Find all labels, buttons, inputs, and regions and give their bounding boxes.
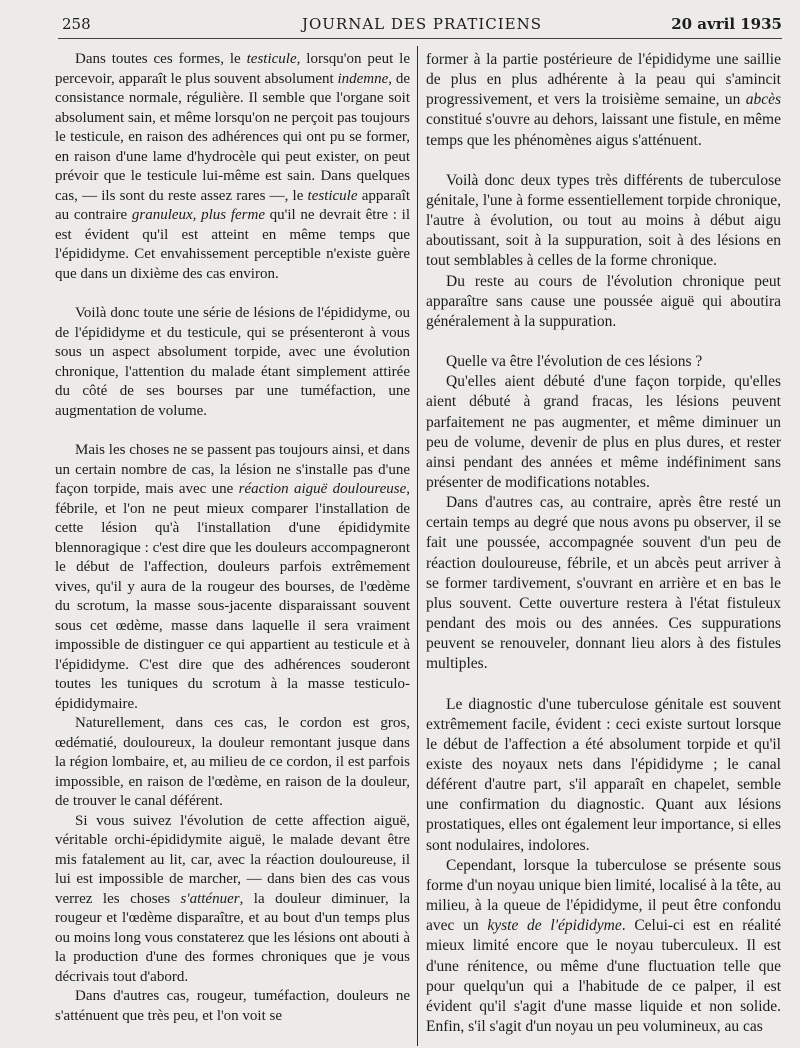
text-run: former à la partie postérieure de l'épididyme une saillie de plus en plus adhérente à la peau qui s'amincit progressivement, et vers la troisième semaine, un <box>426 51 781 109</box>
text-run: Naturellement, dans ces cas, le cordon est gros, œdématié, douloureux, la douleur remontant jusque dans la région lombaire, et, au milieu de ce cordon, il est parfois impossible, en raison de l'œdème, en raison de la douleur, de trouver le canal déférent. <box>55 715 410 809</box>
text-run: apparaît au contraire <box>55 187 410 223</box>
right-paragraph <box>426 695 781 856</box>
right-paragraph <box>426 171 781 272</box>
left-paragraph <box>55 50 410 284</box>
italic-text: granuleux, plus ferme <box>131 207 265 223</box>
right-paragraph <box>426 493 781 674</box>
issue-date: 20 avril 1935 <box>671 15 782 33</box>
italic-text: réaction aiguë douloureuse <box>238 481 407 497</box>
column-divider <box>417 46 418 1046</box>
left-paragraph <box>55 987 410 1026</box>
left-paragraph <box>55 304 410 421</box>
text-run: , la douleur diminuer, la rougeur et l'œdème disparaître, et au bout d'un temps plus ou moins long vous constaterez que les lésions ont abouti à la production d'une des formes chroniques que je vous décrivais tout d'abord. <box>55 890 410 985</box>
text-run: Voilà donc deux types très différents de tuberculose génitale, l'une à forme essentiellement torpide chronique, l'autre à évolution, ou tout au moins à début aigu aboutissant, soit à la suppuration, soit à des lésions en tout semblables à celles de la forme chronique. <box>426 171 781 270</box>
text-run: constitué s'ouvre au dehors, laissant une fistule, en même temps que les phénomènes aigus s'atténuent. <box>426 111 781 149</box>
text-run: Du reste au cours de l'évolution chronique peut apparaître sans cause une poussée aiguë qui aboutira généralement à la suppuration. <box>426 272 781 330</box>
italic-text: s'atténuer <box>180 890 240 907</box>
left-column <box>55 50 410 1026</box>
text-run: Voilà donc toute une série de lésions de l'épididyme, ou de l'épididyme et du testicule, qui se présenteront à vous sous un aspect absolument torpide, avec une évolution chronique, l'attention du malade étant simplement attirée du côté de ses bourses par une tuméfaction, une augmentation de volume. <box>55 305 410 419</box>
text-run: , lorsqu'on peut le percevoir, apparaît le plus souvent absolument <box>55 51 410 87</box>
right-paragraph <box>426 352 781 372</box>
left-paragraph <box>55 812 410 988</box>
right-paragraph <box>426 372 781 493</box>
right-column <box>426 50 781 1037</box>
text-run: Dans d'autres cas, au contraire, après être resté un certain temps au degré que nous avons pu observer, il se fait une poussée, accompagnée souvent d'un peu de réaction douloureuse, fébrile, et un abcès peut arriver à se former tardivement, s'ouvrant en arrière et en bas le plus souvent. Cette ouverture restera à l'état fistuleux pendant des mois ou des années. Ces suppurations peuvent se renouveler, donnant lieu alors à des fistules multiples. <box>426 494 781 673</box>
italic-text: testicule <box>307 187 358 204</box>
right-paragraph <box>426 272 781 332</box>
text-run: Dans d'autres cas, rougeur, tuméfaction, douleurs ne s'atténuent que très peu, et l'on voit se <box>55 988 410 1024</box>
italic-text: abcès <box>745 91 781 109</box>
italic-text: testicule <box>246 51 297 67</box>
left-paragraph <box>55 714 410 812</box>
text-run: Quelle va être l'évolution de ces lésions ? <box>446 353 703 371</box>
left-paragraph <box>55 441 410 714</box>
text-run: Si vous suivez l'évolution de cette affection aiguë, véritable orchi-épididymite aiguë, le malade devant être mis fatalement au lit, car, avec la réaction douloureuse, il lui est impossible de marcher, — dans bien des cas vous verrez les choses <box>55 812 410 907</box>
italic-text: kyste de l'épididyme <box>487 917 622 935</box>
page-header <box>62 15 782 37</box>
text-run: , fébrile, et l'on ne peut mieux comparer l'installation de cette lésion qu'à l'installation d'une épididymite blennoragique : c'est dire que les douleurs accompagneront le début de l'affection, douleurs parfois extrêmement vives, qu'il y aura de la rougeur des bourses, de l'œdème du scrotum, la masse sous-jacente disparaissant souvent sous cet œdème, masse dans laquelle il sera vraiment impossible de distinguer ce qui appartient au testicule et à l'épididyme. C'est dire que des adhérences souderont toutes les tuniques du scrotum à la masse testiculo-épididymaire. <box>55 481 410 712</box>
text-run: Le diagnostic d'une tuberculose génitale est souvent extrêmement facile, évident : ceci existe surtout lorsque le début de l'affection a été absolument torpide et qu'il existe des noyaux nets dans l'épididyme ; le canal déférent d'autre part, s'il apparaît en chapelet, semble une confirmation du diagnostic. Quant aux lésions prostatiques, elles ont également leur importance, si elles sont nodulaires, indolores. <box>426 695 781 854</box>
text-run: Cependant, lorsque la tuberculose se présente sous forme d'un noyau unique bien limité, localisé à la tête, au milieu, à la queue de l'épididyme, il peut être confondu avec un <box>426 856 781 935</box>
right-paragraph <box>426 50 781 151</box>
journal-title: JOURNAL DES PRATICIENS <box>301 15 543 33</box>
text-run: qu'il ne devrait être : il est évident qu'il est atteint en même temps que l'épididyme. Cet envahissement perceptible n'existe guère que dans un dixième des cas environ. <box>55 207 410 282</box>
page-number: 258 <box>62 15 91 33</box>
header-rule <box>58 38 782 39</box>
text-run: Mais les choses ne se passent pas toujours ainsi, et dans un certain nombre de cas, la lésion ne s'installe pas d'une façon torpide, mais avec une <box>55 442 410 497</box>
text-run: Dans toutes ces formes, le <box>75 51 247 67</box>
text-run: , de consistance normale, régulière. Il semble que l'organe soit absolument sain, et même lorsqu'on ne perçoit pas toujours le testicule, en raison des adhérences qui ont pu se former, en raison d'une lame d'hydrocèle qui peut exister, on peut prévoir que le testicule lui-même est sain. Dans quelques cas, — ils sont du reste assez rares —, le <box>55 70 410 204</box>
text-run: Qu'elles aient débuté d'une façon torpide, qu'elles aient débuté à grand fracas, les lésions peuvent parfaitement ne pas augmenter, et même diminuer un peu de volume, devenir de plus en plus dures, et rester ainsi pendant des années et même indéfiniment sans présenter de modifications notables. <box>426 373 781 491</box>
italic-text: indemne <box>337 70 389 87</box>
right-paragraph <box>426 856 781 1037</box>
text-run: . Celui-ci est en réalité mieux limité encore que le noyau tuberculeux. Il est d'une rénitence, ou même d'une fluctuation telle que pour quelqu'un qui a l'habitude de ce palper, il est évident qu'il s'agit d'une masse liquide et non solide. Enfin, s'il s'agit d'un noyau un peu volumineux, au cas <box>426 917 781 1036</box>
